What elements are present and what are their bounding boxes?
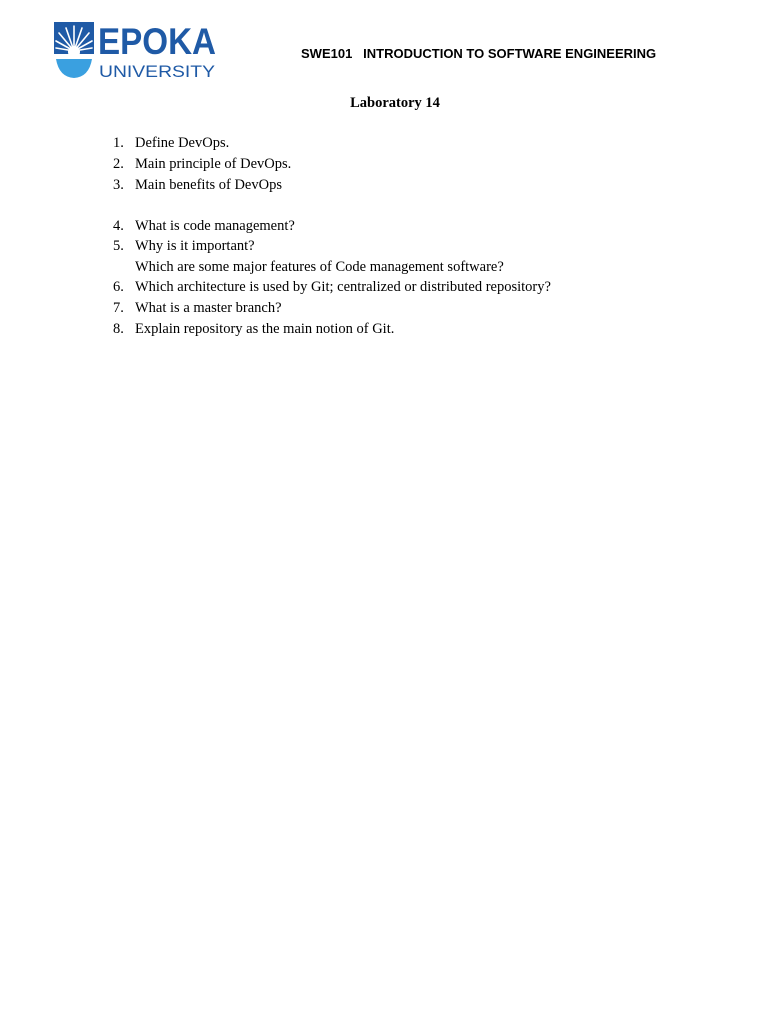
item-number: 2. — [113, 156, 124, 172]
list-item — [0, 277, 700, 297]
item-number: 6. — [113, 279, 124, 295]
lab-title: Laboratory 14 — [350, 95, 440, 111]
list-item — [0, 319, 700, 339]
item-text: What is a master branch? — [135, 300, 282, 316]
logo-subword: UNIVERSITY — [99, 62, 215, 81]
course-name: INTRODUCTION TO SOFTWARE ENGINEERING — [363, 46, 657, 61]
list-item — [0, 236, 700, 256]
item-text: Main principle of DevOps. — [135, 156, 292, 172]
item-number: 5. — [113, 238, 124, 254]
item-number: 4. — [113, 218, 124, 234]
item-text: Explain repository as the main notion of Git. — [135, 321, 395, 337]
list-item — [0, 133, 700, 153]
item-number: 7. — [113, 300, 124, 316]
item-number: 3. — [113, 177, 124, 193]
epoka-university-logo — [53, 21, 219, 81]
list-item-continuation — [0, 257, 700, 277]
item-number: 8. — [113, 321, 124, 337]
item-number: 1. — [113, 135, 124, 151]
list-item — [0, 298, 700, 318]
course-title — [301, 46, 656, 62]
item-text: Which are some major features of Code management software? — [135, 259, 504, 275]
logo-emblem-icon — [53, 21, 219, 81]
list-item — [0, 154, 700, 174]
list-item — [0, 216, 700, 236]
item-text: Main benefits of DevOps — [135, 177, 282, 193]
item-text: Why is it important? — [135, 238, 255, 254]
list-item — [0, 175, 700, 195]
item-text: Which architecture is used by Git; centralized or distributed repository? — [135, 279, 551, 295]
logo-wordmark: EPOKA — [98, 21, 216, 62]
course-code: SWE101 — [301, 46, 353, 61]
item-text: Define DevOps. — [135, 135, 230, 151]
item-text: What is code management? — [135, 218, 295, 234]
page-header — [0, 0, 768, 90]
